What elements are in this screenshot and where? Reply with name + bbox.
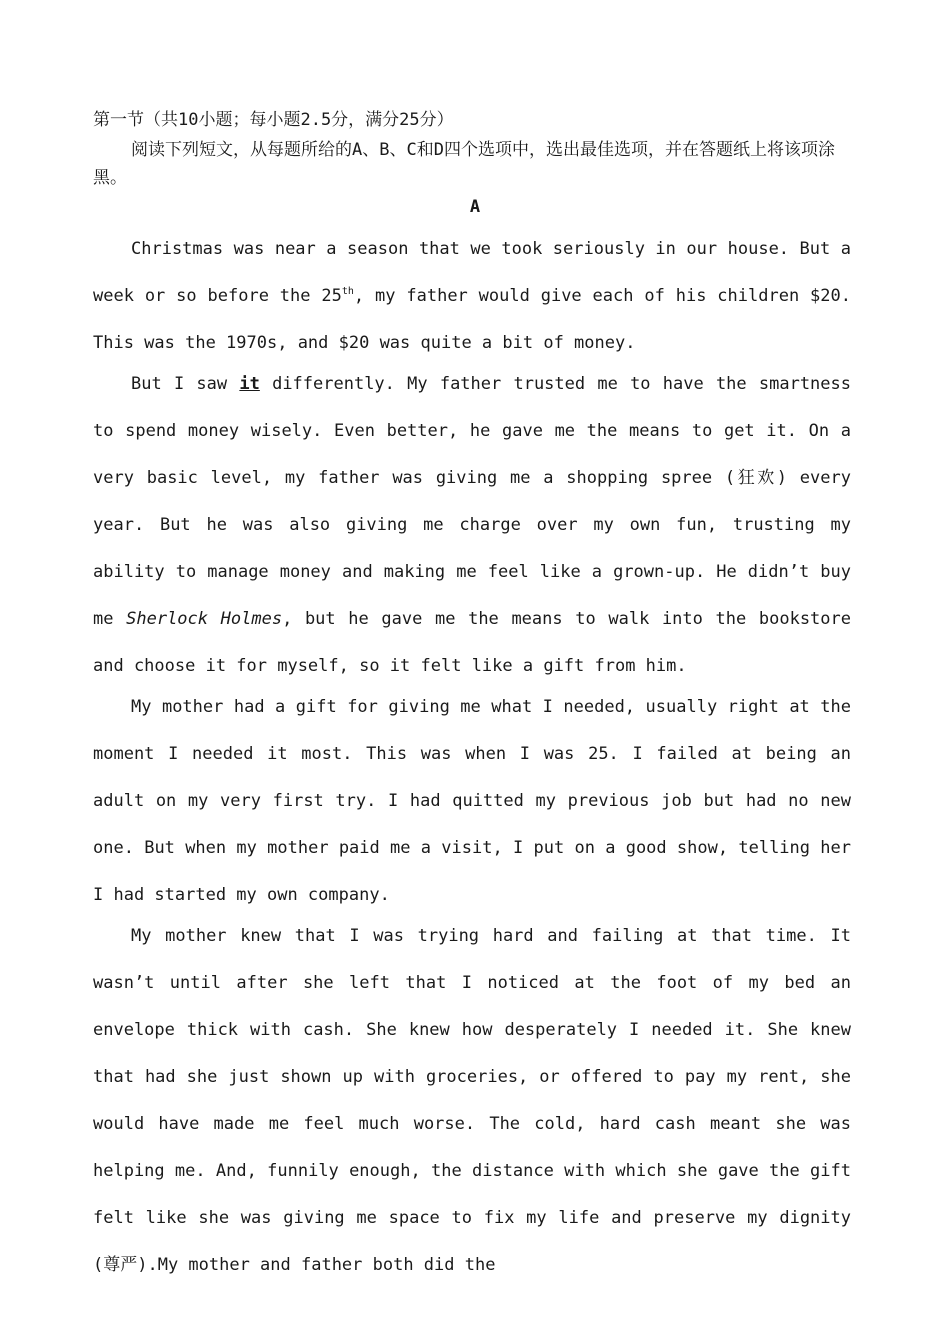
paragraph-3: My mother had a gift for giving me what I needed, usually right at the moment I needed it most. This was when I was 25. I failed at being an adult on my very first try. I had quitted my previous job but had no new one. But when my mother paid me a visit, I put on a good show, telling her I had started my own company. [93,697,851,905]
passage-label: A [469,197,481,217]
section-heading: 第一节（共10小题；每小题2.5分，满分25分） [93,110,454,130]
paragraph-4: My mother knew that I was trying hard and failing at that time. It wasn’t until after she left that I noticed at the foot of my bed an envelope thick with cash. She knew how desperately I needed it. She knew that had she just shown up with groceries, or offered to pay my rent, she would have made me feel much worse. The cold, hard cash meant she was helping me. And, funnily enough, the distance with which she gave the gift felt like she was giving me space to fix my life and preserve my dignity (尊严).My mother and father both did the [93,926,851,1275]
paragraph-2 [93,361,851,690]
paragraph-1-text-a: Christmas was near a season that we took seriously in our house. But a week or so before the 25 [93,239,851,306]
paragraph-1 [93,226,851,367]
paragraph-2-text-b: differently. My father trusted me to have the smartness to spend money wisely. Even better, he gave me the means to get it. On a very basic level, my father was giving me a shopping spree (狂欢) every year. But he was also giving me charge over my own fun, trusting my ability to manage money and making me feel like a grown-up. He didn’t buy me [93,374,851,629]
paragraph-2-text-c: , but he gave me the means to walk into the bookstore and choose it for myself, so it felt like a gift from him. [93,609,851,676]
paragraph-1-text-b: , my father would give each of his children $20. This was the 1970s, and $20 was quite a bit of money. [93,286,852,353]
passage-body [93,226,851,1283]
section-instructions: 阅读下列短文，从每题所给的A、B、C和D四个选项中，选出最佳选项，并在答题纸上将该项涂黑。 [93,140,835,188]
paragraph-2-text-a: But I saw [131,374,240,394]
underlined-word-it: it [239,374,260,394]
superscript-th: th [341,286,354,297]
book-title-italic: Sherlock Holmes [126,609,283,629]
